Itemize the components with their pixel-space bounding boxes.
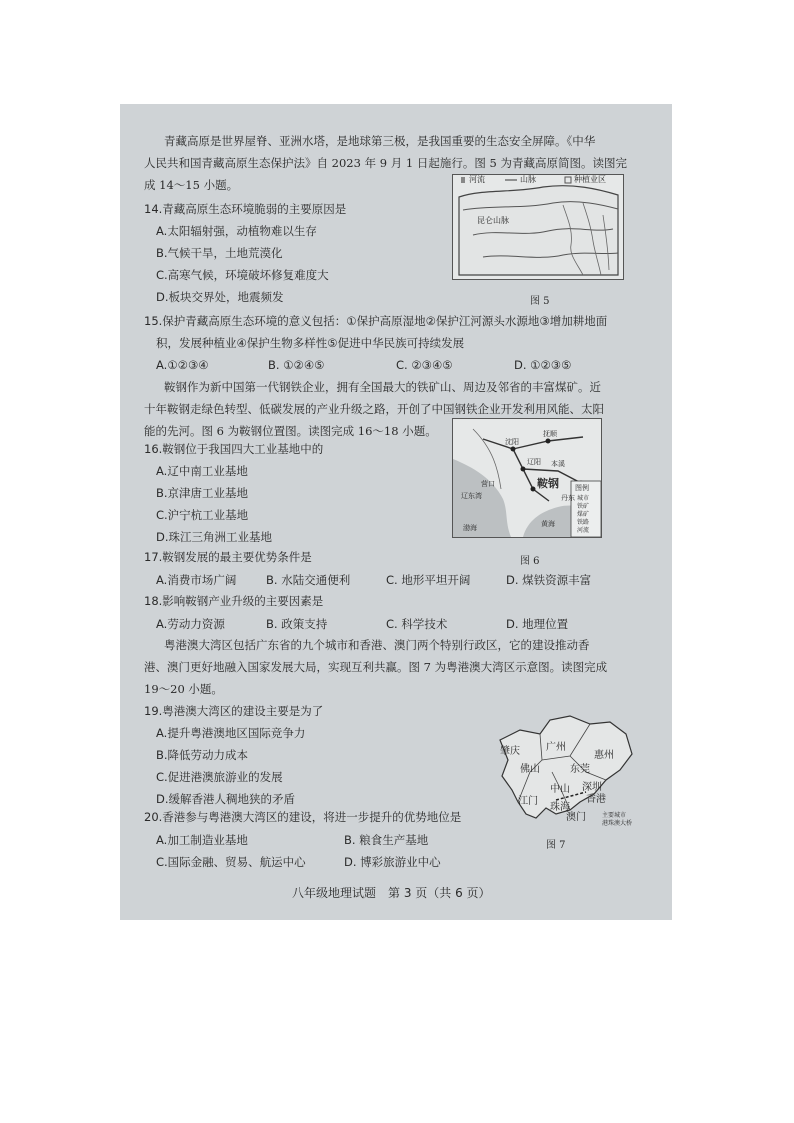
q15-stem-line2: 积，发展种植业④保护生物多样性⑤促进中华民族可持续发展	[156, 336, 465, 350]
q15-stem-line1: 15.保护青藏高原生态环境的意义包括：①保护高原湿地②保护江河源头水源地③增加耕地面	[144, 314, 608, 328]
intro2-line2: 十年鞍钢走绿色转型、低碳发展的产业升级之路，开创了中国钢铁企业开发利用风能、太阳	[144, 402, 604, 416]
city-fushun: 抚顺	[543, 430, 557, 438]
tibet-plateau-sketch	[453, 175, 623, 279]
q20-option-d: D. 博彩旅游业中心	[344, 855, 441, 869]
city-foshan: 佛山	[520, 764, 540, 775]
city-zhuhai: 珠海	[550, 802, 570, 813]
q18-stem: 18.影响鞍钢产业升级的主要因素是	[144, 594, 324, 608]
q17-option-a: A.消费市场广阔	[156, 573, 237, 587]
q19-option-a: A.提升粤港澳地区国际竞争力	[156, 726, 306, 740]
q18-option-b: B. 政策支持	[266, 617, 328, 631]
intro1-line2: 人民共和国青藏高原生态保护法》自 2023 年 9 月 1 日起施行。图 5 为青藏高原简图。读图完	[144, 156, 627, 170]
figure-6-map	[452, 418, 602, 538]
figure-6-caption: 图 6	[520, 556, 540, 567]
city-dongguan: 东莞	[570, 764, 590, 775]
q15-option-c: C. ②③④⑤	[396, 358, 453, 372]
q20-option-b: B. 粮食生产基地	[344, 833, 429, 847]
exam-page-photo	[120, 104, 672, 920]
q17-option-c: C. 地形平坦开阔	[386, 573, 471, 587]
q19-option-c: C.促进港澳旅游业的发展	[156, 770, 283, 784]
city-benxi: 本溪	[551, 460, 565, 468]
q14-option-c: C.高寒气候，环境破坏修复难度大	[156, 268, 329, 282]
city-huizhou: 惠州	[594, 750, 614, 761]
intro1-line1: 青藏高原是世界屋脊、亚洲水塔，是地球第三极，是我国重要的生态安全屏障。《中华	[164, 134, 596, 148]
legend-mountain: 山脉	[520, 175, 536, 184]
q15-option-d: D. ①②③⑤	[514, 358, 572, 372]
label-huanghai: 黄海	[541, 520, 555, 528]
legend-city: 城市	[577, 495, 590, 502]
q19-option-d: D.缓解香港人稠地狭的矛盾	[156, 792, 296, 806]
legend-main-city: 主要城市	[602, 812, 627, 819]
q14-option-a: A.太阳辐射强，动植物难以生存	[156, 224, 317, 238]
q19-stem: 19.粤港澳大湾区的建设主要是为了	[144, 704, 324, 718]
city-yingkou: 营口	[481, 480, 495, 488]
label-liaodong-bay: 辽东湾	[461, 492, 482, 500]
q18-option-d: D. 地理位置	[506, 617, 569, 631]
q17-stem: 17.鞍钢发展的最主要优势条件是	[144, 550, 312, 564]
city-shenzhen: 深圳	[582, 782, 602, 793]
legend-title: 图例	[575, 484, 589, 492]
q16-option-c: C.沪宁杭工业基地	[156, 508, 249, 522]
q16-option-b: B.京津唐工业基地	[156, 486, 249, 500]
label-kunlun: 昆仑山脉	[477, 216, 509, 225]
city-shenyang: 沈阳	[505, 438, 519, 446]
legend-river: 河流	[577, 527, 590, 534]
q15-option-a: A.①②③④	[156, 358, 209, 372]
legend-iron: 铁矿	[577, 503, 590, 510]
q18-option-c: C. 科学技术	[386, 617, 448, 631]
q20-stem: 20.香港参与粤港澳大湾区的建设，将进一步提升的优势地位是	[144, 810, 462, 824]
legend-river: 河流	[469, 175, 485, 184]
intro2-line1: 鞍钢作为新中国第一代钢铁企业，拥有全国最大的铁矿山、周边及邻省的丰富煤矿。近	[164, 380, 601, 394]
label-anshan: 鞍钢	[537, 477, 559, 490]
city-liaoyang: 辽阳	[527, 458, 541, 466]
label-dandong: 丹东	[561, 494, 575, 502]
q20-option-c: C.国际金融、贸易、航运中心	[156, 855, 306, 869]
legend-farming-area: 种植业区	[574, 175, 606, 184]
legend-hzmb-bridge: 港珠澳大桥	[602, 820, 633, 827]
q16-option-d: D.珠江三角洲工业基地	[156, 530, 273, 544]
city-macao: 澳门	[566, 812, 586, 823]
figure-5-caption: 图 5	[530, 296, 550, 307]
intro3-line1: 粤港澳大湾区包括广东省的九个城市和香港、澳门两个特别行政区，它的建设推动香	[164, 638, 590, 652]
intro3-line2: 港、澳门更好地融入国家发展大局，实现互利共赢。图 7 为粤港澳大湾区示意图。读图完成	[144, 660, 608, 674]
city-jiangmen: 江门	[518, 796, 538, 807]
q14-stem: 14.青藏高原生态环境脆弱的主要原因是	[144, 202, 347, 216]
city-hongkong: 香港	[586, 794, 606, 805]
q18-option-a: A.劳动力资源	[156, 617, 225, 631]
legend-coal: 煤矿	[577, 511, 590, 518]
q20-option-a: A.加工制造业基地	[156, 833, 248, 847]
q16-stem: 16.鞍钢位于我国四大工业基地中的	[144, 442, 324, 456]
city-zhaoqing: 肇庆	[500, 746, 520, 757]
q14-option-d: D.板块交界处，地震频发	[156, 290, 284, 304]
q19-option-b: B.降低劳动力成本	[156, 748, 249, 762]
intro2-line3: 能的先河。图 6 为鞍钢位置图。读图完成 16～18 小题。	[144, 424, 437, 438]
label-bohai: 渤海	[463, 524, 477, 532]
city-zhongshan: 中山	[550, 784, 570, 795]
intro1-line3: 成 14～15 小题。	[144, 178, 239, 192]
q14-option-b: B.气候干旱，土地荒漠化	[156, 246, 283, 260]
figure-5-map	[452, 174, 624, 280]
q17-option-d: D. 煤铁资源丰富	[506, 573, 592, 587]
intro3-line3: 19～20 小题。	[144, 682, 223, 696]
figure-7-map	[490, 710, 640, 826]
q17-option-b: B. 水陆交通便利	[266, 573, 351, 587]
page-footer: 八年级地理试题 第 3 页（共 6 页）	[292, 886, 491, 900]
figure-7-caption: 图 7	[546, 840, 566, 851]
city-guangzhou: 广州	[546, 742, 566, 753]
q16-option-a: A.辽中南工业基地	[156, 464, 248, 478]
q15-option-b: B. ①②④⑤	[268, 358, 325, 372]
legend-railway: 铁路	[577, 519, 590, 526]
